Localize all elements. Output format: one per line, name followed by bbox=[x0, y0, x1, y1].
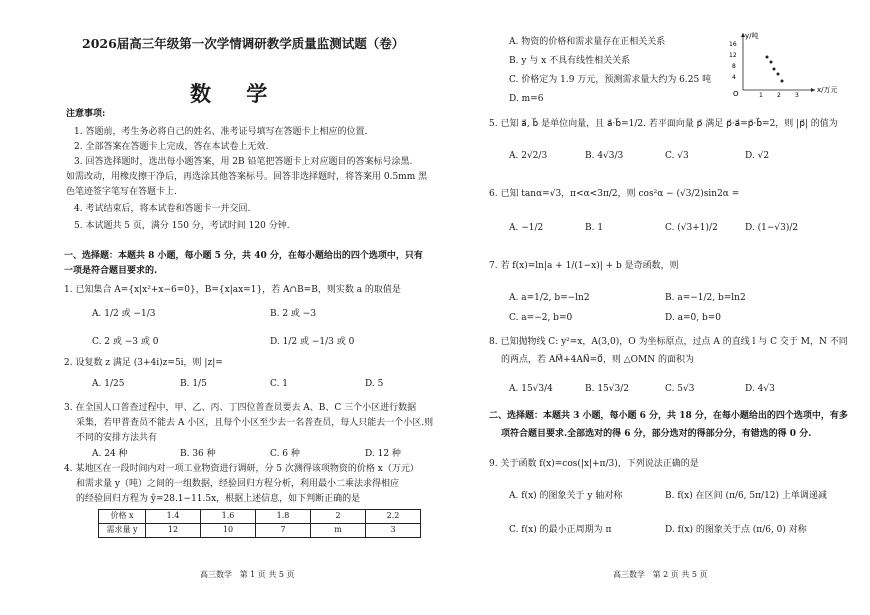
question-9-option-c: C. f(x) 的最小正周期为 π bbox=[509, 525, 612, 535]
notice-4: 4. 考试结束后，将本试卷和答题卡一并交回. bbox=[74, 204, 251, 214]
question-6-option-d: D. (1−√3)/2 bbox=[745, 223, 799, 233]
question-2-option-b: B. 1/5 bbox=[180, 379, 207, 389]
table-row bbox=[99, 510, 421, 524]
y-axis-label: y/吨 bbox=[745, 32, 759, 40]
question-7-option-b: B. a=−1/2, b=ln2 bbox=[665, 293, 746, 303]
notice-3-cont: 如需改动，用橡皮擦干净后，再选涂其他答案标号。回答非选择题时，将答案用 0.5mm 黑 bbox=[66, 172, 428, 182]
x-axis-label: x/万元 bbox=[817, 86, 838, 94]
exam-title: 2026届高三年级第一次学情调研教学质量监测试题（卷） bbox=[82, 36, 405, 51]
question-5-option-c: C. √3 bbox=[665, 151, 689, 161]
table-cell: 7 bbox=[256, 524, 311, 538]
question-4-option-a: A. 物资的价格和需求量存在正相关关系 bbox=[509, 37, 666, 47]
question-1-option-c: C. 2 或 −3 或 0 bbox=[92, 337, 159, 347]
question-8-stem-line-2: 的两点，若 AM⃗+4AN⃗=0⃗，则 △OMN 的面积为 bbox=[501, 355, 695, 365]
question-3-stem-line-1: 3. 在全国人口普查过程中，甲、乙、丙、丁四位普查员要去 A、B、C 三个小区进行数据 bbox=[64, 403, 417, 413]
question-8-stem-line-1: 8. 已知抛物线 C: y²=x，A(3,0)，O 为坐标原点，过点 A 的直线 l 与 C 交于 M，N 不同 bbox=[489, 337, 848, 347]
y-tick-label: 12 bbox=[729, 52, 737, 59]
table-cell: 2.2 bbox=[366, 510, 421, 524]
question-8-option-b: B. 15√3/2 bbox=[585, 384, 630, 394]
section-2-heading-cont: 项符合题目要求.全部选对的得 6 分，部分选对的得部分分，有错选的得 0 分. bbox=[501, 429, 812, 439]
question-8-option-c: C. 5√3 bbox=[665, 384, 695, 394]
notice-3: 3. 回答选择题时，选出每小题答案，用 2B 铅笔把答题卡上对应题目的答案标号涂黑. bbox=[74, 157, 413, 167]
question-2-option-a: A. 1/25 bbox=[92, 379, 125, 389]
question-6-option-b: B. 1 bbox=[585, 223, 604, 233]
question-5-option-d: D. √2 bbox=[745, 151, 770, 161]
question-9-option-d: D. f(x) 的图象关于点 (π/6, 0) 对称 bbox=[665, 525, 807, 535]
question-6-option-a: A. −1/2 bbox=[509, 223, 544, 233]
table-cell: 12 bbox=[146, 524, 201, 538]
question-4-option-c: C. 价格定为 1.9 万元，预测需求量大约为 6.25 吨 bbox=[509, 75, 712, 85]
scatter-point bbox=[770, 61, 773, 64]
question-3-option-a: A. 24 种 bbox=[92, 449, 128, 459]
notice-1: 1. 答题前，考生务必将自己的姓名、准考证号填写在答题卡上相应的位置. bbox=[74, 127, 368, 137]
y-tick-label: 4 bbox=[732, 74, 736, 81]
question-8-option-a: A. 15√3/4 bbox=[509, 384, 553, 394]
page-footer: 高三数学 第 2 页 共 5 页 bbox=[613, 570, 708, 579]
question-3-option-c: C. 6 种 bbox=[270, 449, 300, 459]
exam-page-2 bbox=[445, 0, 865, 615]
scatter-point bbox=[781, 80, 784, 83]
question-4-option-b: B. y 与 x 不具有线性相关关系 bbox=[509, 56, 631, 66]
table-cell: 3 bbox=[366, 524, 421, 538]
notice-2: 2. 全部答案在答题卡上完成，答在本试卷上无效. bbox=[74, 142, 269, 152]
x-axis-arrow bbox=[811, 88, 815, 92]
y-tick-label: 8 bbox=[732, 63, 736, 70]
question-7-stem: 7. 若 f(x)=ln|a + 1/(1−x)| + b 是奇函数，则 bbox=[489, 261, 679, 271]
question-4-data-table bbox=[98, 509, 421, 538]
question-4-stem-line-1: 4. 某地区在一段时间内对一项工业物资进行调研，分 5 次测得该项物资的价格 x（万元） bbox=[64, 464, 419, 474]
question-3-stem-line-2: 采集，若甲普查员不能去 A 小区，且每个小区至少去一名普查员，每人只能去一个小区.则 bbox=[76, 418, 434, 428]
question-5-option-b: B. 4√3/3 bbox=[585, 151, 624, 161]
question-2-stem: 2. 设复数 z 满足 (3+4i)z=5i，则 |z|= bbox=[64, 358, 223, 368]
table-row-label: 价格 x bbox=[99, 510, 146, 524]
question-1-stem: 1. 已知集合 A={x|x²+x−6=0}，B={x|ax=1}，若 A∩B=B，则实数 a 的取值是 bbox=[64, 285, 401, 295]
origin-label: O bbox=[733, 90, 739, 98]
question-7-option-a: A. a=1/2, b=−ln2 bbox=[509, 293, 590, 303]
y-tick-label: 16 bbox=[729, 41, 737, 48]
section-1-heading: 一、选择题：本题共 8 小题，每小题 5 分，共 40 分，在每小题给出的四个选项中，只有 bbox=[64, 251, 423, 261]
question-1-option-a: A. 1/2 或 −1/3 bbox=[92, 309, 156, 319]
question-6-option-c: C. (√3+1)/2 bbox=[665, 223, 718, 233]
section-1-heading-cont: 一项是符合题目要求的. bbox=[64, 266, 158, 276]
page-footer: 高三数学 第 1 页 共 5 页 bbox=[200, 570, 295, 579]
notice-3-cont2: 色笔迹签字笔写在答题卡上. bbox=[66, 187, 177, 197]
section-2-heading: 二、选择题：本题共 3 小题，每小题 6 分，共 18 分，在每小题给出的四个选项中，有多 bbox=[489, 411, 848, 421]
question-7-option-c: C. a=−2, b=0 bbox=[509, 313, 573, 323]
question-4-option-d: D. m=6 bbox=[509, 94, 544, 104]
table-cell: m bbox=[311, 524, 366, 538]
scatter-point bbox=[777, 73, 780, 76]
notice-heading: 注意事项: bbox=[66, 109, 106, 119]
question-3-option-b: B. 36 种 bbox=[180, 449, 216, 459]
question-5-stem: 5. 已知 a⃗, b⃗ 是单位向量，且 a⃗·b⃗=1/2. 若平面向量 p⃗ 满足 p⃗·a⃗=p⃗·b⃗=2，则 |p⃗| 的值为 bbox=[489, 119, 838, 129]
table-cell: 10 bbox=[201, 524, 256, 538]
question-4-scatter-figure bbox=[725, 28, 860, 98]
question-1-option-d: D. 1/2 或 −1/3 或 0 bbox=[270, 337, 355, 347]
question-2-option-c: C. 1 bbox=[270, 379, 289, 389]
table-cell: 1.6 bbox=[201, 510, 256, 524]
subject-heading: 数 学 bbox=[190, 81, 282, 106]
question-9-option-b: B. f(x) 在区间 (π/6, 5π/12) 上单调递减 bbox=[665, 491, 827, 501]
table-row-label: 需求量 y bbox=[99, 524, 146, 538]
table-cell: 2 bbox=[311, 510, 366, 524]
question-8-option-d: D. 4√3 bbox=[745, 384, 775, 394]
question-9-option-a: A. f(x) 的图象关于 y 轴对称 bbox=[509, 491, 623, 501]
question-5-option-a: A. 2√2/3 bbox=[509, 151, 548, 161]
x-tick-label: 3 bbox=[795, 92, 799, 98]
question-2-option-d: D. 5 bbox=[365, 379, 384, 389]
x-tick-label: 1 bbox=[759, 92, 763, 98]
scatter-point bbox=[773, 68, 776, 71]
question-3-option-d: D. 12 种 bbox=[365, 449, 401, 459]
question-9-stem: 9. 关于函数 f(x)=cos(|x|+π/3)，下列说法正确的是 bbox=[489, 459, 699, 469]
question-4-stem-line-2: 和需求量 y（吨）之间的一组数据，经验回归方程分析，利用最小二乘法求得相应 bbox=[76, 479, 399, 489]
table-cell: 1.8 bbox=[256, 510, 311, 524]
question-7-option-d: D. a=0, b=0 bbox=[665, 313, 721, 323]
question-3-stem-line-3: 不同的安排方法共有 bbox=[76, 433, 158, 443]
x-tick-label: 2 bbox=[777, 92, 781, 98]
question-4-stem-line-3: 的经验回归方程为 ŷ=28.1−11.5x，根据上述信息，如下判断正确的是 bbox=[76, 494, 361, 504]
question-1-option-b: B. 2 或 −3 bbox=[270, 309, 317, 319]
table-row bbox=[99, 524, 421, 538]
scatter-point bbox=[766, 56, 769, 59]
question-6-stem: 6. 已知 tanα=√3，π<α<3π/2，则 cos²α − (√3/2)sin2α = bbox=[489, 189, 740, 199]
table-cell: 1.4 bbox=[146, 510, 201, 524]
notice-5: 5. 本试题共 5 页，满分 150 分，考试时间 120 分钟. bbox=[74, 221, 290, 231]
